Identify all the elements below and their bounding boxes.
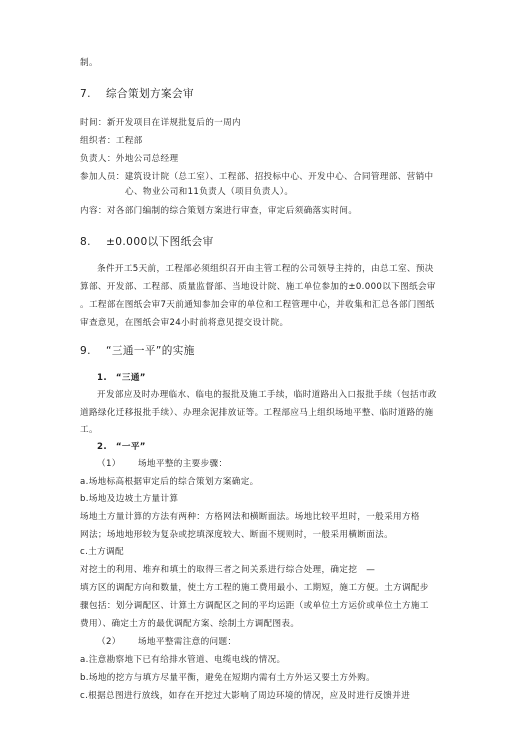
item-1-line: 工。 — [80, 425, 98, 435]
section-7-line: 负责人：外地公司总经理 — [80, 154, 179, 164]
sub-1-line: 对挖土的利用、堆弃和填土的取得三者之间关系进行综合处理，确定挖 — — [80, 565, 376, 575]
sub-1-line: 填方区的调配方向和数量，使土方工程的施工费用最小、工期短，施工方便。土方调配步 — [80, 583, 429, 593]
sub-1-heading — [97, 459, 227, 470]
section-8-line: 条件开工5天前，工程部必须组织召开由主管工程的公司领导主持的，由总工室、预决 — [97, 264, 434, 274]
sub-2-line: a.注意勘察地下已有给排水管道、电缆电线的情况。 — [80, 655, 286, 665]
sub-2-title: 场地平整需注意的问题： — [138, 637, 237, 647]
section-8-line: 。工程部在图纸会审7天前通知参加会审的单位和工程管理中心，并收集和汇总各部门图纸 — [80, 300, 435, 310]
section-7-line: 内容：对各部门编制的综合策划方案进行审查，审定后须确落实时间。 — [80, 206, 358, 216]
section-8-title: ±0.000以下图纸会审 — [106, 236, 214, 248]
section-7-line: 参加人员：建筑设计院（总工室）、工程部、招投标中心、开发中心、合同管理部、营销中 — [80, 172, 434, 182]
sub-2-line: b.场地的挖方与填方尽量平衡，避免在短期内需有土方外运又要土方外购。 — [80, 673, 376, 683]
section-8-heading — [80, 236, 214, 249]
section-8-number: 8. — [80, 236, 91, 248]
section-7-heading — [80, 88, 194, 101]
sub-2-number: （2） — [97, 637, 121, 647]
sub-2-heading — [97, 637, 236, 648]
section-7-number: 7. — [80, 88, 91, 100]
sub-1-number: （1） — [97, 459, 121, 469]
sub-1-line: c.土方调配 — [80, 547, 124, 557]
sub-2-line: c.根据总图进行放线，如存在开挖过大影响了周边环境的情况，应及时进行反馈并进 — [80, 691, 411, 701]
sub-1-line: b.场地及边坡土方量计算 — [80, 494, 179, 504]
section-8-line: 算部、开发部、工程部、质量监督部、当地设计院、施工单位参加的±0.000以下图纸会审 — [80, 282, 436, 292]
section-9-title: “三通一平”的实施 — [106, 345, 195, 357]
section-9-number: 9. — [80, 345, 91, 357]
section-7-title: 综合策划方案会审 — [106, 88, 194, 100]
section-9-heading — [80, 345, 195, 358]
item-2-label: 2. “一平” — [97, 442, 146, 452]
sub-1-line: a.场地标高根据审定后的综合策划方案确定。 — [80, 477, 259, 487]
item-1-line: 开发部应及时办理临水、临电的报批及施工手续，临时道路出入口报批手续（包括市政 — [97, 390, 437, 400]
sub-1-line: 网法；场地地形较为复杂或挖填深度较大、断面不规则时，一般采用横断面法。 — [80, 530, 394, 540]
top-fragment-text: 制。 — [80, 58, 98, 68]
sub-1-line: 场地土方量计算的方法有两种：方格网法和横断面法。场地比较平坦时，一般采用方格 — [80, 512, 420, 522]
sub-1-line: 费用）、确定土方的最优调配方案、绘制土方调配图表。 — [80, 619, 300, 629]
section-7-line: 组织者：工程部 — [80, 136, 143, 146]
section-7-line: 心、物业公司和11负责人（项目负责人）。 — [125, 187, 294, 197]
item-1-line: 道路绿化迁移报批手续）、办理余泥排放证等。工程部应马上组织场地平整、临时道路的施 — [80, 408, 434, 418]
section-7-line: 时间：新开发项目在详规批复后的一周内 — [80, 118, 241, 128]
sub-1-line: 骤包括：划分调配区、计算土方调配区之间的平均运距（或单位土方运价或单位土方施工 — [80, 601, 429, 611]
item-1-label: 1. “三通” — [97, 373, 146, 383]
sub-1-title: 场地平整的主要步骤： — [138, 459, 228, 469]
section-8-line: 审查意见，在图纸会审24小时前将意见提交设计院。 — [80, 318, 289, 328]
